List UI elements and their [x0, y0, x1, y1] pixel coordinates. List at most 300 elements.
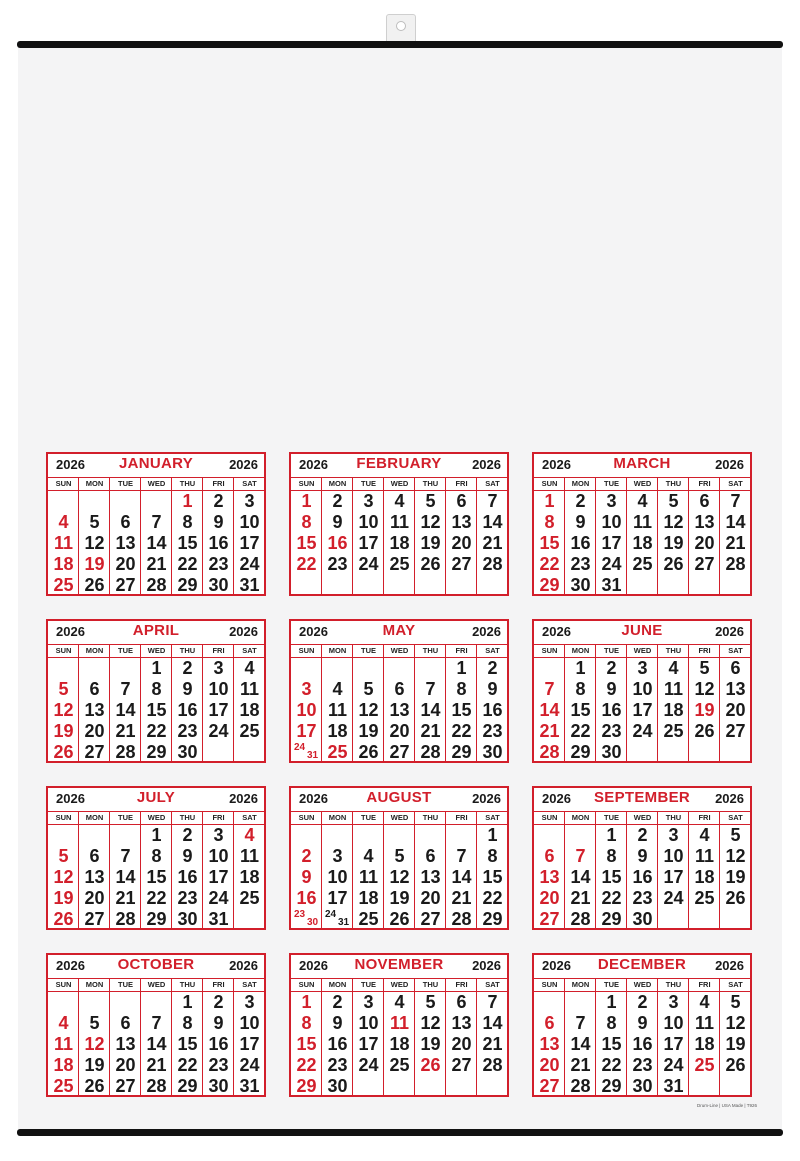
- day-cell: 2: [606, 658, 617, 678]
- top-binding-bar: [17, 41, 783, 48]
- day-cell: 17: [663, 867, 684, 887]
- day-cell: 24: [358, 1055, 379, 1075]
- day-cell: 8: [301, 512, 312, 532]
- weekday-header-row: [48, 811, 264, 825]
- day-cell: 26: [84, 575, 105, 595]
- day-cell: 30: [482, 742, 503, 762]
- weekday-label: FRI: [212, 479, 225, 488]
- day-cell: 22: [296, 1055, 317, 1075]
- day-cell: 4: [363, 846, 374, 866]
- day-cell: 18: [694, 867, 715, 887]
- day-cell: 21: [482, 1034, 503, 1054]
- day-cell: 21: [451, 888, 472, 908]
- day-cell: 6: [456, 491, 467, 511]
- day-cell: 12: [389, 867, 410, 887]
- day-cell: 17: [239, 1034, 260, 1054]
- day-cell: 12: [53, 867, 74, 887]
- day-cell: 31: [208, 909, 229, 929]
- day-cell: 1: [182, 491, 193, 511]
- day-cell: 11: [239, 846, 260, 866]
- day-cell: 28: [115, 742, 136, 762]
- printer-imprint: Drum-Line | USA Made | T926: [697, 1103, 758, 1108]
- weekday-label: THU: [422, 980, 439, 989]
- day-cell: 26: [420, 554, 441, 574]
- month-july: [46, 786, 266, 930]
- weekday-label: THU: [665, 479, 682, 488]
- year-label-left: 2026: [299, 791, 328, 806]
- month-june: [532, 619, 752, 763]
- day-cell: 4: [58, 1013, 69, 1033]
- day-cell: 17: [632, 700, 653, 720]
- day-cell: 16: [296, 888, 317, 908]
- day-cell: 10: [208, 846, 229, 866]
- day-cell: 20: [451, 1034, 472, 1054]
- day-cell: 2: [575, 491, 586, 511]
- day-cell: 27: [115, 1076, 136, 1096]
- month-january: [46, 452, 266, 596]
- day-cell: 7: [575, 846, 586, 866]
- day-cell: 25: [389, 1055, 410, 1075]
- month-header: [48, 955, 264, 977]
- day-cell: 2: [301, 846, 312, 866]
- day-cell: 6: [120, 512, 131, 532]
- day-cell: 8: [151, 679, 162, 699]
- weekday-header-row: [291, 477, 507, 491]
- day-cell: 1: [182, 992, 193, 1012]
- day-cell: 28: [146, 575, 167, 595]
- day-cell: 12: [420, 512, 441, 532]
- day-cell: 13: [451, 512, 472, 532]
- day-cell: 3: [363, 992, 374, 1012]
- weekday-label: WED: [147, 479, 166, 488]
- day-cell: 1: [301, 491, 312, 511]
- year-label-left: 2026: [299, 958, 328, 973]
- day-cell: 5: [394, 846, 405, 866]
- weekday-label: TUE: [118, 813, 133, 822]
- day-cell: 16: [327, 1034, 348, 1054]
- day-cell: 23: [482, 721, 503, 741]
- year-label-right: 2026: [229, 958, 258, 973]
- weekday-header-row: [534, 978, 750, 992]
- day-cell: 25: [632, 554, 653, 574]
- day-cell: 27: [84, 909, 105, 929]
- day-cell: 13: [389, 700, 410, 720]
- year-label-right: 2026: [715, 624, 744, 639]
- day-cell: 19: [663, 533, 684, 553]
- day-cell: 8: [606, 846, 617, 866]
- month-header: [291, 621, 507, 643]
- day-cell: 3: [637, 658, 648, 678]
- day-cell: 19: [725, 867, 746, 887]
- weekday-label: SUN: [55, 980, 72, 989]
- day-cell: 15: [482, 867, 503, 887]
- weekday-label: TUE: [604, 479, 619, 488]
- day-cell: 15: [146, 700, 167, 720]
- weekday-label: THU: [179, 980, 196, 989]
- day-cell: 30: [327, 1076, 348, 1096]
- year-label-left: 2026: [542, 958, 571, 973]
- day-cell: 14: [115, 867, 136, 887]
- day-cell: 24: [208, 888, 229, 908]
- day-cell: 7: [487, 992, 498, 1012]
- day-cell: 21: [570, 1055, 591, 1075]
- day-cell: 11: [663, 679, 684, 699]
- day-cell: 7: [151, 512, 162, 532]
- day-cell: 11: [632, 512, 653, 532]
- weekday-label: FRI: [455, 980, 468, 989]
- weekday-label: SUN: [541, 479, 558, 488]
- day-cell: 11: [53, 1034, 74, 1054]
- weekday-label: TUE: [361, 479, 376, 488]
- weekday-label: MON: [328, 813, 347, 822]
- day-cell: 26: [725, 1055, 746, 1075]
- day-cell: 4: [332, 679, 343, 699]
- day-cell: 7: [120, 679, 131, 699]
- month-name: JUNE: [621, 622, 663, 639]
- day-cell: 20: [84, 888, 105, 908]
- day-cell: 25: [694, 1055, 715, 1075]
- day-cell: 18: [239, 867, 260, 887]
- day-cell: 6: [89, 846, 100, 866]
- day-cell: 16: [177, 700, 198, 720]
- month-header: [291, 454, 507, 476]
- weekday-label: SAT: [728, 646, 743, 655]
- year-label-left: 2026: [299, 624, 328, 639]
- day-cell: 9: [487, 679, 498, 699]
- day-cell: 8: [606, 1013, 617, 1033]
- day-cell: 17: [358, 1034, 379, 1054]
- day-cell: 21: [146, 554, 167, 574]
- day-cell: 20: [451, 533, 472, 553]
- weekday-label: SAT: [242, 479, 257, 488]
- day-cell: 2: [213, 992, 224, 1012]
- day-cell: 11: [358, 867, 379, 887]
- day-cell: 22: [177, 1055, 198, 1075]
- day-cell: 5: [668, 491, 679, 511]
- day-cell: 15: [177, 533, 198, 553]
- day-cell: 24: [239, 1055, 260, 1075]
- day-cell: 8: [544, 512, 555, 532]
- day-cell: 10: [296, 700, 317, 720]
- day-cell: 17: [358, 533, 379, 553]
- day-cell: 30: [570, 575, 591, 595]
- day-cell: 8: [182, 512, 193, 532]
- day-cell: 23: [208, 1055, 229, 1075]
- day-cell: 22: [601, 888, 622, 908]
- day-cell: 20: [694, 533, 715, 553]
- day-cell: 9: [332, 512, 343, 532]
- day-cell: 2: [637, 992, 648, 1012]
- weekday-label: SAT: [242, 646, 257, 655]
- weekday-label: SUN: [55, 646, 72, 655]
- weekday-label: TUE: [361, 813, 376, 822]
- day-cell: 29: [539, 575, 560, 595]
- weekday-label: MON: [85, 646, 104, 655]
- day-cell: 1: [151, 658, 162, 678]
- day-cell: 28: [146, 1076, 167, 1096]
- weekday-label: WED: [147, 980, 166, 989]
- day-cell: 25: [239, 721, 260, 741]
- day-cell: 20: [539, 888, 560, 908]
- day-cell: 2: [332, 491, 343, 511]
- day-cell: 22: [601, 1055, 622, 1075]
- day-cell: 22: [539, 554, 560, 574]
- day-cell: 14: [420, 700, 441, 720]
- day-cell: 4: [244, 658, 255, 678]
- day-cell: 6: [544, 846, 555, 866]
- day-cell: 7: [575, 1013, 586, 1033]
- day-cell: 3: [606, 491, 617, 511]
- year-label-right: 2026: [715, 791, 744, 806]
- day-cell: 11: [239, 679, 260, 699]
- month-may: [289, 619, 509, 763]
- weekday-label: WED: [390, 646, 409, 655]
- day-cell: 19: [358, 721, 379, 741]
- weekday-label: FRI: [698, 980, 711, 989]
- day-cell: 27: [539, 909, 560, 929]
- day-cell: 9: [637, 1013, 648, 1033]
- day-cell: 23: [327, 1055, 348, 1075]
- day-cell: 5: [425, 992, 436, 1012]
- day-cell: 24: [239, 554, 260, 574]
- day-cell: 17: [208, 700, 229, 720]
- day-cell: 2: [487, 658, 498, 678]
- day-cell: 29: [601, 909, 622, 929]
- day-cell: 23: [632, 888, 653, 908]
- day-cell: 10: [601, 512, 622, 532]
- day-cell: 22: [177, 554, 198, 574]
- weekday-label: SUN: [298, 479, 315, 488]
- day-cell: 7: [456, 846, 467, 866]
- weekday-label: WED: [147, 813, 166, 822]
- day-cell: 12: [663, 512, 684, 532]
- day-cell: 10: [358, 1013, 379, 1033]
- month-april: [46, 619, 266, 763]
- weekday-label: SUN: [55, 813, 72, 822]
- day-cell: 19: [725, 1034, 746, 1054]
- day-cell: 16: [208, 533, 229, 553]
- day-cell: 18: [663, 700, 684, 720]
- day-cell: 25: [53, 575, 74, 595]
- day-cell: 13: [725, 679, 746, 699]
- split-day-top: 23: [294, 909, 306, 920]
- day-cell: 20: [420, 888, 441, 908]
- day-cell: 22: [146, 721, 167, 741]
- day-cell: 27: [451, 1055, 472, 1075]
- day-cell: 23: [327, 554, 348, 574]
- weekday-label: SAT: [728, 813, 743, 822]
- day-cell: 18: [53, 554, 74, 574]
- year-label-right: 2026: [472, 457, 501, 472]
- month-february: [289, 452, 509, 596]
- day-cell: 14: [451, 867, 472, 887]
- day-cell: 4: [668, 658, 679, 678]
- day-cell: 8: [575, 679, 586, 699]
- split-day-top: 24: [294, 742, 306, 753]
- day-cell: 18: [53, 1055, 74, 1075]
- month-october: [46, 953, 266, 1097]
- weekday-label: WED: [633, 479, 652, 488]
- day-cell: 1: [575, 658, 586, 678]
- day-cell: 10: [358, 512, 379, 532]
- day-cell: 14: [539, 700, 560, 720]
- weekday-label: TUE: [604, 980, 619, 989]
- weekday-label: WED: [390, 479, 409, 488]
- day-cell: 26: [663, 554, 684, 574]
- day-cell: 3: [332, 846, 343, 866]
- day-cell: 9: [606, 679, 617, 699]
- day-cell: 27: [694, 554, 715, 574]
- day-cell: 26: [725, 888, 746, 908]
- month-name: APRIL: [132, 622, 180, 639]
- weekday-header-row: [534, 477, 750, 491]
- split-day-bottom: 31: [307, 750, 319, 761]
- weekday-label: SAT: [728, 980, 743, 989]
- day-cell: 28: [570, 1076, 591, 1096]
- day-cell: 20: [84, 721, 105, 741]
- day-cell: 27: [389, 742, 410, 762]
- year-label-right: 2026: [229, 457, 258, 472]
- day-cell: 17: [663, 1034, 684, 1054]
- day-cell: 29: [601, 1076, 622, 1096]
- day-cell: 2: [332, 992, 343, 1012]
- weekday-label: WED: [633, 646, 652, 655]
- month-name: DECEMBER: [597, 956, 687, 973]
- day-cell: 15: [451, 700, 472, 720]
- weekday-label: MON: [328, 980, 347, 989]
- weekday-label: THU: [179, 646, 196, 655]
- day-cell: 24: [358, 554, 379, 574]
- day-cell: 21: [146, 1055, 167, 1075]
- weekday-label: TUE: [118, 479, 133, 488]
- weekday-label: THU: [179, 479, 196, 488]
- month-header: [48, 454, 264, 476]
- day-cell: 5: [363, 679, 374, 699]
- day-cell: 12: [84, 533, 105, 553]
- day-cell: 28: [570, 909, 591, 929]
- day-cell: 30: [177, 909, 198, 929]
- day-cell: 23: [177, 888, 198, 908]
- day-cell: 22: [296, 554, 317, 574]
- day-cell: 6: [456, 992, 467, 1012]
- day-cell: 6: [544, 1013, 555, 1033]
- weekday-label: TUE: [361, 646, 376, 655]
- day-cell: 21: [115, 721, 136, 741]
- split-day-cell: [291, 742, 322, 763]
- day-cell: 8: [182, 1013, 193, 1033]
- day-cell: 14: [725, 512, 746, 532]
- day-cell: 17: [327, 888, 348, 908]
- day-cell: 16: [570, 533, 591, 553]
- day-cell: 9: [637, 846, 648, 866]
- day-cell: 22: [451, 721, 472, 741]
- day-cell: 19: [389, 888, 410, 908]
- split-day-bottom: 31: [338, 917, 350, 928]
- day-cell: 3: [363, 491, 374, 511]
- weekday-label: MON: [85, 813, 104, 822]
- weekday-header-row: [48, 978, 264, 992]
- weekday-label: THU: [179, 813, 196, 822]
- day-cell: 19: [420, 533, 441, 553]
- day-cell: 9: [575, 512, 586, 532]
- year-label-left: 2026: [542, 791, 571, 806]
- day-cell: 27: [725, 721, 746, 741]
- day-cell: 21: [539, 721, 560, 741]
- day-cell: 1: [606, 825, 617, 845]
- weekday-label: WED: [390, 980, 409, 989]
- day-cell: 28: [451, 909, 472, 929]
- weekday-label: SAT: [728, 479, 743, 488]
- day-cell: 18: [694, 1034, 715, 1054]
- month-name: MARCH: [613, 455, 671, 472]
- day-cell: 1: [301, 992, 312, 1012]
- day-cell: 27: [115, 575, 136, 595]
- weekday-label: TUE: [118, 980, 133, 989]
- weekday-label: THU: [665, 646, 682, 655]
- day-cell: 19: [53, 721, 74, 741]
- weekday-label: MON: [328, 646, 347, 655]
- weekday-label: THU: [665, 813, 682, 822]
- weekday-label: WED: [390, 813, 409, 822]
- day-cell: 6: [425, 846, 436, 866]
- day-cell: 9: [182, 846, 193, 866]
- day-cell: 15: [296, 533, 317, 553]
- day-cell: 28: [420, 742, 441, 762]
- day-cell: 10: [632, 679, 653, 699]
- day-cell: 13: [115, 1034, 136, 1054]
- day-cell: 19: [53, 888, 74, 908]
- day-cell: 19: [84, 1055, 105, 1075]
- day-cell: 5: [89, 512, 100, 532]
- day-cell: 27: [539, 1076, 560, 1096]
- day-cell: 8: [151, 846, 162, 866]
- year-label-left: 2026: [542, 624, 571, 639]
- day-cell: 10: [663, 846, 684, 866]
- day-cell: 29: [296, 1076, 317, 1096]
- year-label-right: 2026: [472, 958, 501, 973]
- weekday-label: FRI: [698, 646, 711, 655]
- day-cell: 15: [570, 700, 591, 720]
- day-cell: 2: [182, 825, 193, 845]
- weekday-label: SAT: [485, 813, 500, 822]
- day-cell: 29: [570, 742, 591, 762]
- day-cell: 17: [601, 533, 622, 553]
- day-cell: 3: [301, 679, 312, 699]
- day-cell: 19: [84, 554, 105, 574]
- year-label-left: 2026: [56, 624, 85, 639]
- day-cell: 13: [539, 867, 560, 887]
- split-day-top: 24: [325, 909, 337, 920]
- day-cell: 25: [694, 888, 715, 908]
- month-september: [532, 786, 752, 930]
- day-cell: 16: [632, 1034, 653, 1054]
- day-cell: 26: [84, 1076, 105, 1096]
- day-cell: 27: [84, 742, 105, 762]
- day-cell: 6: [394, 679, 405, 699]
- month-header: [534, 788, 750, 810]
- day-cell: 14: [482, 512, 503, 532]
- day-cell: 1: [487, 825, 498, 845]
- day-cell: 22: [482, 888, 503, 908]
- day-cell: 23: [177, 721, 198, 741]
- year-label-right: 2026: [715, 958, 744, 973]
- month-name: OCTOBER: [117, 956, 195, 973]
- day-cell: 8: [456, 679, 467, 699]
- day-cell: 20: [539, 1055, 560, 1075]
- weekday-label: FRI: [455, 646, 468, 655]
- day-cell: 28: [482, 554, 503, 574]
- weekday-label: FRI: [455, 479, 468, 488]
